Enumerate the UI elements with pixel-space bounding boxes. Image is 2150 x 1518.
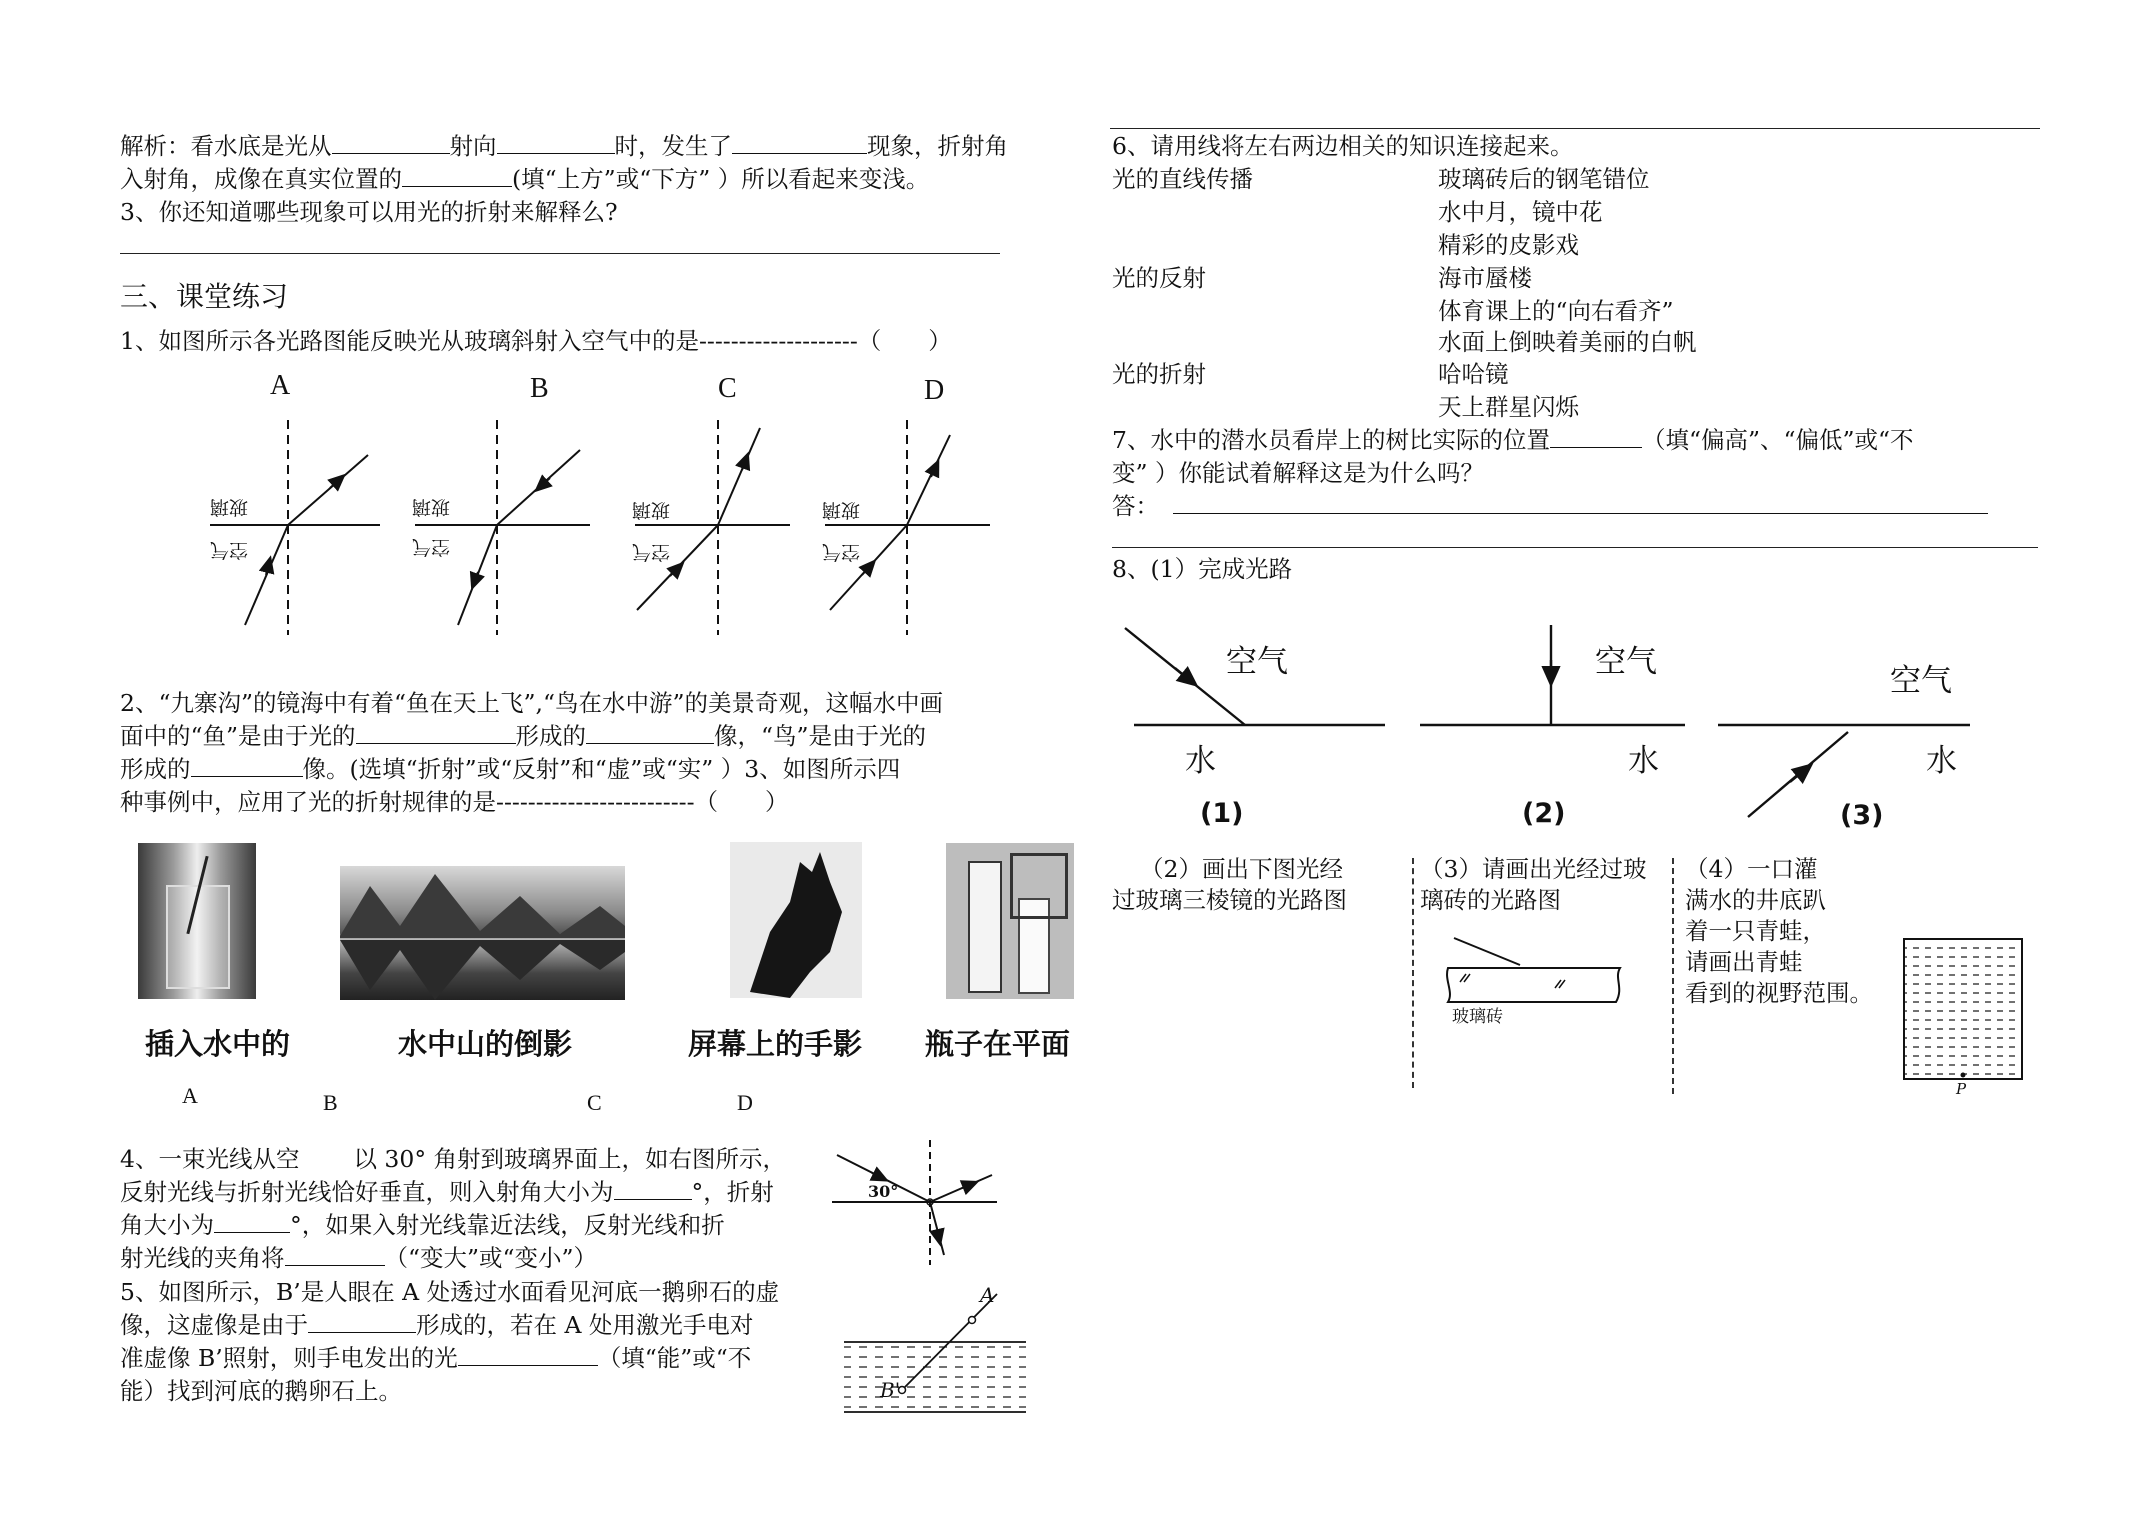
ex5-label-b: B' [880, 1378, 901, 1402]
ex3-caption-d: 瓶子在平面 [925, 1027, 1071, 1061]
ex1-air-label-d: 空气 [822, 541, 861, 563]
ex1-diagrams [190, 400, 1030, 640]
q6-left-1: 光的直线传播 [1112, 165, 1253, 193]
q6-right-7: 哈哈镜 [1438, 360, 1509, 388]
ex2-line-1: 2、“九寨沟”的镜海中有着“鱼在天上飞”,“鸟在水中游”的美景奇观，这幅水中画 [120, 689, 944, 717]
q8-p4-line-5: 看到的视野范围。 [1685, 979, 1873, 1007]
q6-right-1: 玻璃砖后的钢笔错位 [1438, 165, 1650, 193]
q8-num-1: (1) [1200, 798, 1244, 829]
q8-water-2: 水 [1628, 743, 1659, 779]
ex3-caption-b: 水中山的倒影 [398, 1027, 573, 1061]
ex4-line-1: 4、一束光线从空 以 30° 角射到玻璃界面上，如右图所示， [120, 1145, 787, 1173]
ex2-line-3: 形成的 像。(选填“折射”或“反射”和“虚”或“实” ）3、如图所示四 [120, 755, 901, 783]
q8-p4-line-1: （4）一口灌 [1685, 855, 1818, 883]
ex5-label-a: A [980, 1283, 995, 1307]
q8-p4-line-2: 满水的井底趴 [1685, 886, 1826, 914]
q8-p4-line-3: 着一只青蛙， [1685, 917, 1826, 945]
q6-right-5: 体育课上的“向右看齐” [1438, 297, 1674, 325]
top-rule [1110, 128, 2040, 129]
q6-right-2: 水中月，镜中花 [1438, 198, 1603, 226]
q6-right-8: 天上群星闪烁 [1438, 393, 1579, 421]
q7-line-1: 7、水中的潜水员看岸上的树比实际的位置 （填“偏高”、“偏低”或“不 [1112, 426, 1914, 454]
q8-p3-line-2: 璃砖的光路图 [1420, 886, 1561, 914]
q8-p2-line-2: 过玻璃三棱镜的光路图 [1112, 886, 1347, 914]
q6-left-3: 光的折射 [1112, 360, 1206, 388]
ex5-line-1: 5、如图所示，B’是人眼在 A 处透过水面看见河底一鹅卵石的虚 [120, 1278, 780, 1306]
analysis-line-1: 解析：看水底是光从 射向 时，发生了 现象，折射角 [120, 132, 1008, 160]
ex2-line-2: 面中的“鱼”是由于光的 形成的 像，“鸟”是由于光的 [120, 722, 927, 750]
q7-line-2: 变” ）你能试着解释这是为什么吗？ [1112, 459, 1484, 487]
ex4-line-2: 反射光线与折射光线恰好垂直，则入射角大小为 °，折射 [120, 1178, 774, 1206]
ex4-angle-label: 30° [868, 1182, 899, 1201]
q7-answer: 答： [1112, 490, 1988, 523]
q8-num-2: (2) [1522, 798, 1566, 829]
q6-left-2: 光的反射 [1112, 264, 1206, 292]
ex1-air-label-c: 空气 [632, 541, 671, 563]
q8-title: 8、(1）完成光路 [1112, 555, 1293, 583]
ex3-letter-d: D [737, 1090, 753, 1115]
ex5-line-4: 能）找到河底的鹅卵石上。 [120, 1377, 402, 1405]
ex3-letter-a: A [182, 1083, 198, 1108]
ex1-air-label-b: 空气 [412, 536, 451, 558]
photo-mountain-reflection [340, 866, 625, 1000]
q8-separator-1 [1412, 858, 1414, 1088]
ex3-letter-b: B [323, 1090, 338, 1115]
ex5-diagram [842, 1282, 1042, 1417]
ex3-caption-a: 插入水中的 [145, 1027, 291, 1061]
q8-air-1: 空气 [1226, 644, 1288, 680]
q8-p2-line-1: （2）画出下图光经 [1140, 855, 1343, 883]
ex2-line-4: 种事例中，应用了光的折射规律的是-------------------------（ ） [120, 788, 789, 816]
photo-hand-shadow [730, 842, 862, 998]
ex3-caption-c: 屏幕上的手影 [688, 1027, 863, 1061]
q6-right-3: 精彩的皮影戏 [1438, 231, 1579, 259]
ex5-line-3: 准虚像 B’照射，则手电发出的光 （填“能”或“不 [120, 1344, 752, 1372]
ex4-line-3: 角大小为 °，如果入射光线靠近法线，反射光线和折 [120, 1211, 725, 1239]
section-title: 三、课堂练习 [120, 280, 289, 313]
ex1-label-d: D [924, 375, 945, 406]
q6-title: 6、请用线将左右两边相关的知识连接起来。 [1112, 132, 1574, 160]
ex1-question: 1、如图所示各光路图能反映光从玻璃斜射入空气中的是--------------------（ ） [120, 327, 952, 355]
ex1-glass-label-c: 玻璃 [632, 499, 671, 521]
q6-right-4: 海市蜃楼 [1438, 264, 1532, 292]
ex1-label-c: C [718, 373, 737, 404]
ex3-letter-c: C [587, 1090, 602, 1115]
photo-glass-straw [138, 843, 256, 999]
ex1-label-b: B [530, 373, 549, 404]
ex1-glass-label-d: 玻璃 [822, 499, 861, 521]
q8-p3-label: 玻璃砖 [1452, 1007, 1503, 1027]
q3-prompt: 3、你还知道哪些现象可以用光的折射来解释么? [120, 198, 618, 226]
q8-p4-line-4: 请画出青蛙 [1685, 948, 1803, 976]
q8-water-3: 水 [1926, 743, 1957, 779]
ex1-glass-label-b: 玻璃 [412, 496, 451, 518]
q8-water-1: 水 [1185, 743, 1216, 779]
ex4-line-4: 射光线的夹角将 （“变大”或“变小”） [120, 1244, 598, 1272]
q7-rule [1112, 547, 2038, 548]
q3-answer-line [120, 253, 1000, 254]
analysis-line-2: 入射角，成像在真实位置的 (填“上方”或“下方” ）所以看起来变浅。 [120, 165, 930, 193]
ex5-line-2: 像，这虚像是由于 形成的，若在 A 处用激光手电对 [120, 1311, 754, 1339]
ex1-label-a: A [270, 370, 291, 401]
q8-p4-label: P [1956, 1080, 1967, 1098]
q8-air-3: 空气 [1890, 663, 1952, 699]
q8-p3-line-1: （3）请画出光经过玻 [1420, 855, 1647, 883]
ex4-diagram [832, 1140, 1002, 1270]
q8-air-2: 空气 [1595, 644, 1657, 680]
q8-num-3: (3) [1840, 800, 1884, 831]
q6-right-6: 水面上倒映着美丽的白帆 [1438, 328, 1697, 356]
ex1-air-label-a: 空气 [210, 539, 249, 561]
ex1-glass-label-a: 玻璃 [210, 496, 249, 518]
q8-separator-2 [1672, 858, 1674, 1094]
photo-bottle-mirror [946, 843, 1074, 999]
